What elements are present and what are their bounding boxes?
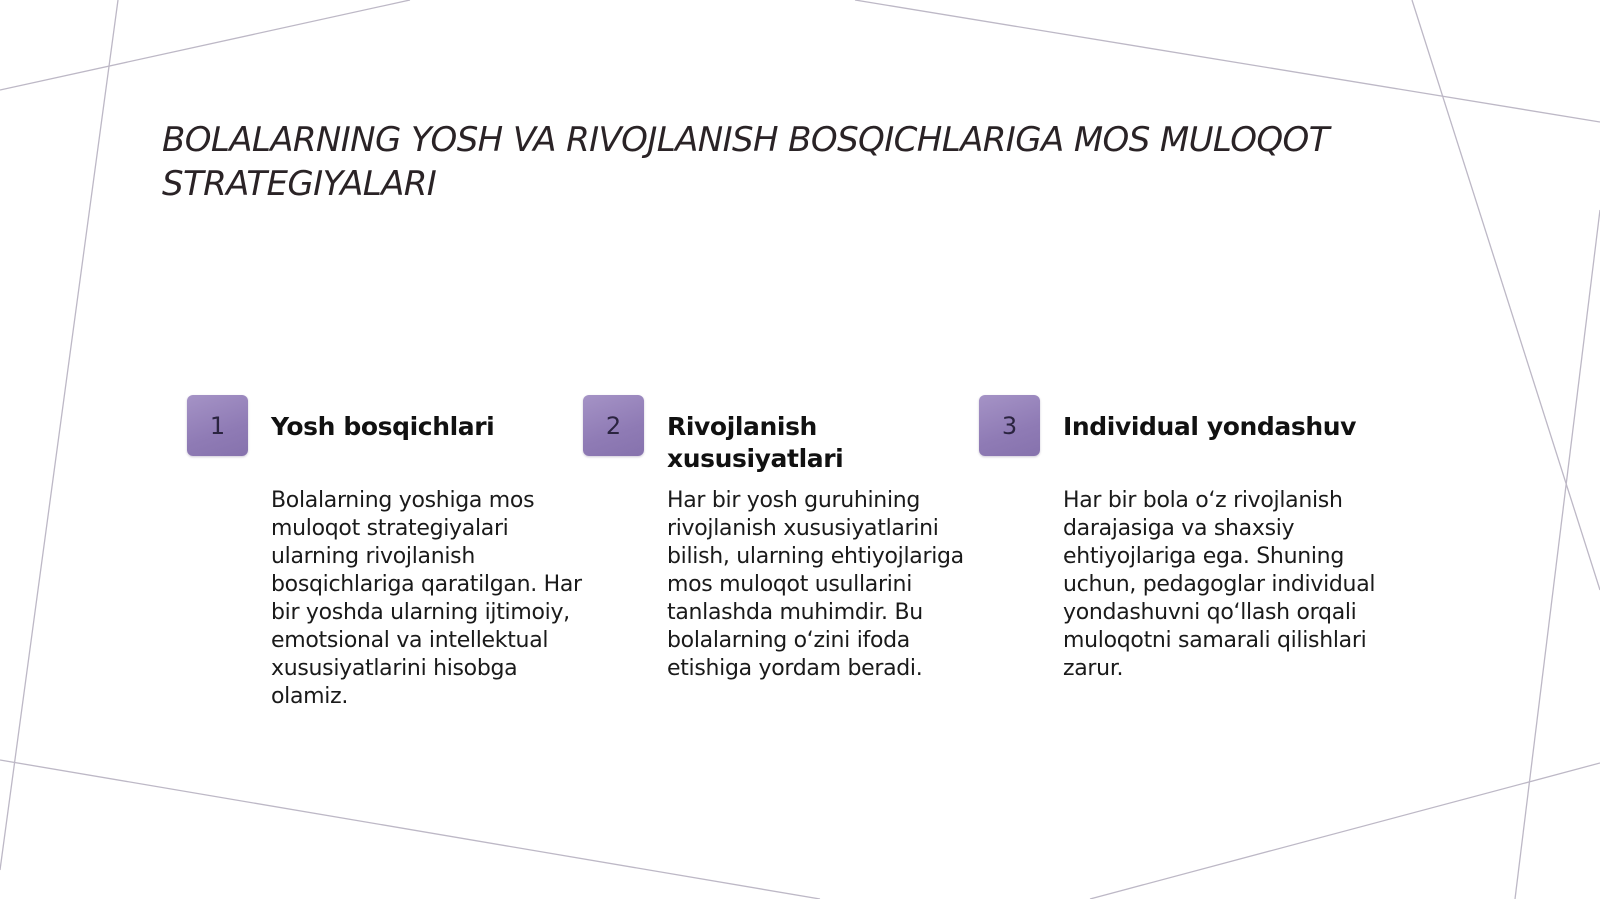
slide-title: BOLALARNING YOSH VA RIVOJLANISH BOSQICHLARIGA MOS MULOQOT STRATEGIYALARI xyxy=(162,120,1329,204)
step-number-badge: 3 xyxy=(979,395,1040,456)
card-heading: Rivojlanish xususiyatlari xyxy=(667,412,844,473)
card-heading: Individual yondashuv xyxy=(1063,412,1357,441)
card-description: Bolalarning yoshiga mos muloqot strategiyalari ularning rivojlanish bosqichlariga qaratilgan. Har bir yoshda ularning ijtimoiy, emotsional va intellektual xususiyatlarini hisobga olamiz. xyxy=(271,488,582,709)
card-description: Har bir yosh guruhining rivojlanish xususiyatlarini bilish, ularning ehtiyojlariga mos muloqot usullarini tanlashda muhimdir. Bu bolalarning o‘zini ifoda etishiga yordam beradi. xyxy=(667,488,964,681)
card-description: Har bir bola o‘z rivojlanish darajasiga va shaxsiy ehtiyojlariga ega. Shuning uchun, pedagoglar individual yondashuvni qo‘llash orqali muloqotni samarali qilishlari zarur. xyxy=(1063,488,1376,681)
step-number-badge: 1 xyxy=(187,395,248,456)
step-number-badge: 2 xyxy=(583,395,644,456)
card-heading: Yosh bosqichlari xyxy=(271,412,495,441)
